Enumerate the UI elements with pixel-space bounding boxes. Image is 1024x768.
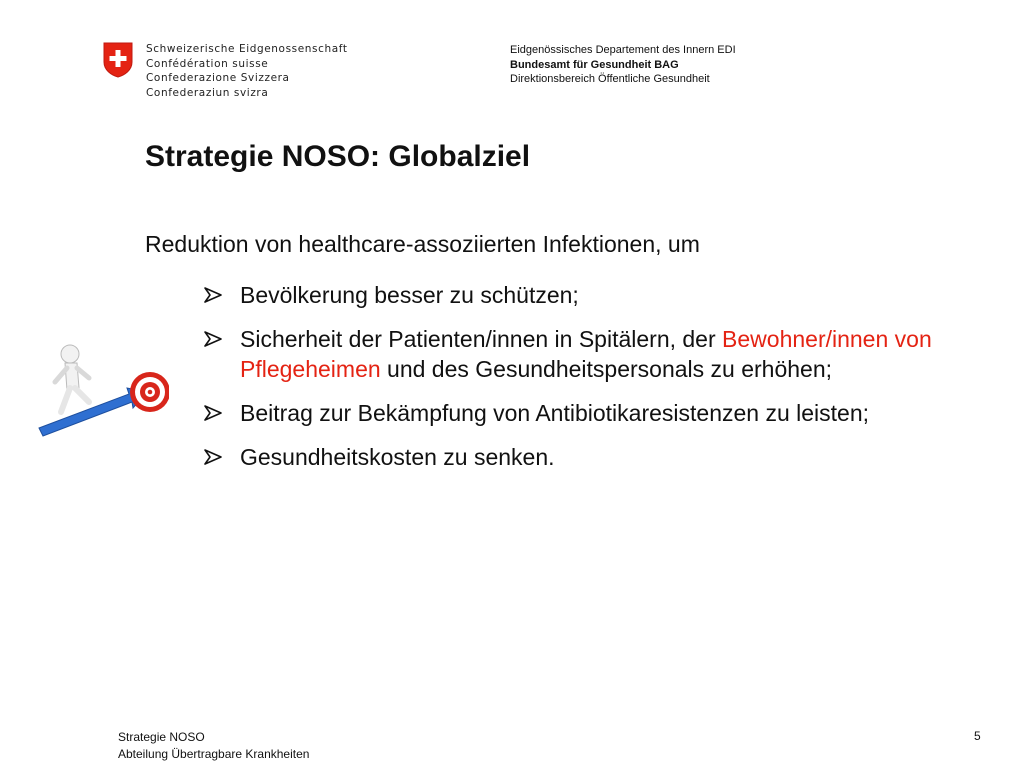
division-name: Direktionsbereich Öffentliche Gesundheit <box>510 73 710 85</box>
bullet-text-pre: Sicherheit der Patienten/innen in Spitälern, der <box>240 326 723 352</box>
swiss-cross-icon <box>103 42 133 78</box>
footer-department: Abteilung Übertragbare Krankheiten <box>118 747 310 761</box>
confederation-line-de: Schweizerische Eidgenossenschaft <box>146 43 348 55</box>
list-item <box>203 442 963 472</box>
bullet-text-post: und des Gesundheitspersonals zu erhöhen; <box>380 356 833 382</box>
confederation-line-it: Confederazione Svizzera <box>146 72 290 84</box>
footer <box>118 729 309 763</box>
bullet-arrow-icon <box>203 403 223 423</box>
page-number: 5 <box>974 729 981 743</box>
goal-bullet-list <box>203 280 963 486</box>
confederation-names <box>146 42 348 100</box>
bullet-arrow-icon <box>203 285 223 305</box>
person-target-illustration <box>37 338 169 438</box>
intro-text: Reduktion von healthcare-assoziierten Infektionen, um <box>145 231 700 257</box>
bullet-text: Beitrag zur Bekämpfung von Antibiotikaresistenzen zu leisten; <box>240 400 870 426</box>
list-item <box>203 324 963 384</box>
bullet-text: Bevölkerung besser zu schützen; <box>240 282 579 308</box>
bullet-text-highlight: Bewohner/innen von Pflegeheimen <box>240 326 932 382</box>
footer-title: Strategie NOSO <box>118 730 205 744</box>
department-name: Eidgenössisches Departement des Innern EDI <box>510 44 736 56</box>
list-item <box>203 398 963 428</box>
office-name: Bundesamt für Gesundheit BAG <box>510 58 679 71</box>
bullet-arrow-icon <box>203 329 223 349</box>
confederation-line-fr: Confédération suisse <box>146 57 269 70</box>
bullet-text: Gesundheitskosten zu senken. <box>240 444 555 470</box>
slide-title: Strategie NOSO: Globalziel <box>145 140 531 173</box>
bullet-arrow-icon <box>203 447 223 467</box>
confederation-line-rm: Confederaziun svizra <box>146 86 269 99</box>
department-block <box>510 43 736 87</box>
list-item <box>203 280 963 310</box>
